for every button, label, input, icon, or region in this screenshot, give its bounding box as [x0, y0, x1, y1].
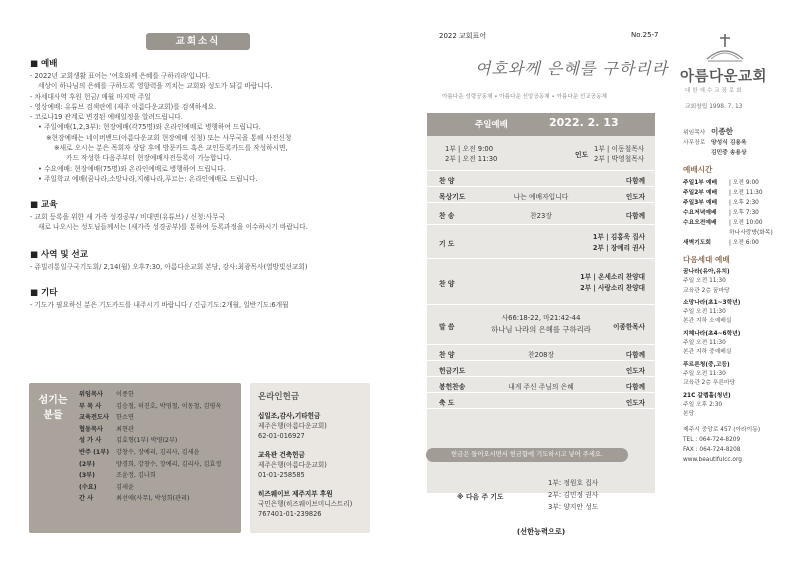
section-title: ■ 예배: [30, 59, 58, 69]
staff-row: [79, 435, 239, 447]
department-detail: 교육관 2층 푸른마당: [683, 380, 736, 387]
service-leader: 2부 | 장예리 권사: [592, 244, 645, 252]
department-detail: 본당: [683, 411, 695, 418]
staff-name: 조윤정, 김나희: [116, 472, 156, 480]
service-row-label: 봉헌찬송: [439, 382, 466, 391]
news-line: 새로 나오시는 성도님들께서는 (새가족 성경공부)를 통하여 등록과정을 이수하시기 바랍니다.: [38, 223, 308, 232]
news-line: • 주일학교 예배(꿈나라,소망나라,지혜나라,푸르는: 온라인예배로 드립니다.: [38, 174, 258, 183]
right-page: [400, 0, 800, 566]
department-detail: 교육관 2층 꿈마당: [683, 287, 730, 294]
service-time: 2부 | 오전 11:30: [445, 155, 498, 163]
pastor-row: [683, 148, 793, 158]
staff-name: 김세윤: [116, 483, 134, 491]
service-row-leader: 다함께: [625, 176, 645, 185]
service-row: [427, 377, 655, 393]
staff-name: 한소연: [116, 414, 134, 422]
worship-time-name: 수요오전예배: [683, 220, 717, 226]
founded-date: 교회창립 1998. 7. 13: [685, 104, 743, 110]
worship-time-name: 수요저녁예배: [683, 210, 717, 216]
staff-role: 부 목 사: [79, 402, 102, 410]
worship-time-value: 하나사랑방(화목): [729, 230, 773, 236]
service-row: [427, 361, 655, 377]
department-detail: 주일 오전 11:30: [683, 278, 726, 285]
department-detail: 본관 지하 소예배실: [683, 318, 732, 325]
worship-time-row: [683, 208, 793, 218]
staff-name: 최선애(사무), 박성희(관리): [116, 495, 190, 503]
service-row: [427, 225, 655, 259]
pastor-row: [683, 138, 793, 148]
worship-time-name: 주일1부 예배: [683, 180, 718, 186]
denomination: 대한예수교장로회: [685, 88, 744, 94]
section-worship: [30, 57, 291, 184]
giving-name: 교육관 건축헌금: [258, 451, 305, 459]
service-date: 2022. 2. 13: [549, 116, 619, 129]
service-leader: 2부 | 박영철목사: [594, 155, 645, 163]
department-name: 지혜나라(초4~6학년): [683, 330, 741, 337]
staff-row: [79, 447, 239, 459]
news-line: - 차세대사역 후원 헌금/ 매월 마지막 주일: [30, 92, 151, 101]
worship-times-list: [683, 178, 793, 248]
staff-label-line: 섬기는: [38, 395, 68, 406]
worship-time-value: | 오전 6:00: [729, 240, 759, 246]
worship-time-value: | 오전 10:00: [729, 220, 763, 226]
worship-time-name: 새벽기도회: [683, 240, 711, 246]
next-prayer-person: 1부: 정원호 집사: [548, 479, 599, 487]
news-line: - 교회 등록을 위한 새 가족 성경공부/ 비대면(유튜브) / 신청:사무국: [30, 213, 226, 221]
motto-text: 여호와께 은혜를 구하리라: [475, 59, 669, 78]
church-name: 아름다운교회: [680, 69, 768, 85]
next-week-prayer-label: ※ 다음 주 기도: [457, 493, 504, 501]
department-name: 꿈나라(유아,유치): [683, 269, 730, 275]
contact-line: FAX : 064-724-8208: [683, 447, 741, 454]
staff-row: [79, 412, 239, 424]
service-row-leader: 다함께: [625, 211, 645, 220]
department: [683, 392, 793, 420]
staff-role: (3부): [79, 472, 95, 480]
contact-line: www.beautifulcc.org: [683, 457, 742, 464]
service-row-leaders: [593, 232, 645, 254]
service-row: [427, 345, 655, 361]
staff-row: [79, 482, 239, 494]
service-row-label: 축 도: [439, 398, 455, 407]
service-row-label: 찬 양: [439, 279, 455, 288]
pastor-row: [683, 127, 793, 138]
service-leader: 1부 | 이동철목사: [594, 145, 645, 153]
giving-account: 767401-01-239826: [258, 510, 322, 518]
next-prayer-person: 2부: 김민정 권사: [548, 490, 599, 499]
closing-hymn: (선한능력으로): [516, 527, 566, 536]
staff-name: 양경희, 강창수, 장예리, 김리사, 김효정: [116, 460, 222, 468]
next-generation-heading: 다음세대 예배: [683, 255, 730, 264]
department-detail: 주일 오후 2:30: [683, 401, 723, 408]
staff-name: 강창수, 장예리, 김리사, 김세윤: [116, 448, 200, 456]
service-row: [427, 171, 655, 187]
service-row-label: 헌금기도: [439, 366, 466, 375]
pastor-name: 양성식 김용욱: [711, 140, 747, 146]
section-etc: [30, 286, 289, 310]
service-title: 주일예배: [475, 120, 508, 130]
next-prayer-person: 3부: 양지안 성도: [548, 502, 599, 511]
contact-line: TEL : 064-724-8209: [683, 437, 741, 444]
worship-time-row: [683, 188, 793, 198]
worship-time-value: | 오전 11:30: [729, 190, 763, 196]
service-row: [427, 203, 655, 225]
staff-label: [35, 393, 71, 423]
leader-label: 인도: [575, 151, 589, 159]
worship-time-value: | 오전 9:00: [729, 180, 759, 186]
news-line: 카드 작성한 다음주부터 현장예배사전등록이 가능합니다.: [66, 154, 232, 163]
staff-role: 위임목사: [79, 391, 103, 398]
staff-box: [29, 383, 241, 533]
staff-role: 간 사: [79, 495, 94, 503]
giving-name: 십일조,감사,기타헌금: [258, 412, 321, 420]
service-row: [427, 393, 655, 409]
worship-time-row: [683, 198, 793, 208]
community-goals: 아름다운 성령공동체 • 아름다운 신앙공동체 • 아름다운 선교공동체: [442, 94, 607, 100]
service-row-detail: 찬208장: [527, 350, 555, 359]
department-detail: 본관 지하 중예배실: [683, 349, 732, 356]
worship-time-row: [683, 178, 793, 188]
service-times: [445, 144, 497, 164]
pastor-list: [683, 127, 793, 158]
staff-label-line: 분들: [43, 410, 63, 421]
info-column: [683, 127, 793, 465]
worship-time-name: 주일3부 예배: [683, 200, 718, 206]
giving-account: 국민은행(히즈웨이브미니스트리): [258, 500, 353, 508]
service-row-leader: 이종한목사: [613, 322, 645, 331]
worship-time-value: | 오후 7:30: [729, 210, 759, 216]
education-lines: [30, 212, 308, 233]
service-row-leaders: [580, 272, 645, 294]
staff-list: [79, 389, 239, 505]
department-name: 푸르른청(중,고등): [683, 361, 730, 368]
pastor-role: 위임목사: [683, 130, 706, 136]
department-name: 소망나라(초1~3학년): [683, 299, 741, 306]
contact-info: [683, 425, 793, 465]
service-row-leader: 다함께: [625, 382, 645, 391]
staff-row: [79, 493, 239, 505]
etc-lines: [30, 300, 289, 310]
department-list: [683, 268, 793, 419]
giving-list: [258, 411, 362, 519]
staff-role: 반주 (1부): [79, 448, 110, 456]
news-line: - 2022년 교회생활 표어는 '여호와께 은혜를 구하리라'입니다.: [30, 72, 211, 80]
staff-role: 교육전도사: [79, 414, 109, 422]
news-line: - 코로나19 관계로 변경된 예배일정을 알려드립니다.: [30, 113, 183, 122]
news-line: - 기도가 필요하신 분은 기도카드를 내주시기 바랍니다 / 긴급기도:2개월, 일반기도:6개월: [30, 301, 289, 309]
service-times-row: [427, 136, 655, 171]
staff-role: (2부): [79, 460, 95, 468]
service-row-label: 찬 양: [439, 176, 455, 185]
section-title: ■ 교육: [30, 200, 58, 210]
giving-item: [258, 489, 362, 519]
service-row-label: 기 도: [439, 239, 455, 248]
online-giving-box: [250, 383, 370, 533]
staff-name: 최현관: [116, 425, 134, 433]
department: [683, 330, 793, 358]
service-row: [427, 187, 655, 203]
department-detail: 주일 오전 11:30: [683, 370, 726, 377]
staff-name: 김효형(1부) 박영(2부): [116, 437, 178, 445]
service-row-detail: 나는 예배자입니다: [513, 192, 569, 201]
service-row-label: 말 씀: [439, 322, 455, 331]
service-row-label: 목상기도: [439, 192, 466, 201]
service-row: [427, 305, 655, 345]
section-title: ■ 사역 및 선교: [30, 250, 88, 260]
giving-account: 01-01-258585: [258, 471, 305, 479]
worship-time-row: [683, 238, 793, 248]
offering-note: 헌금은 들어오시면서 헌금함에 기도하시고 넣어 주세요.: [426, 448, 628, 462]
news-line: 세상이 하나님의 은혜를 구하도록 영향력을 끼치는 교회와 성도가 되길 바랍니다.: [38, 82, 273, 91]
staff-row: [79, 470, 239, 482]
department: [683, 299, 793, 327]
service-leader: 2부 | 사랑소리 찬양대: [580, 284, 645, 292]
service-row-leader: 다함께: [625, 350, 645, 359]
worship-time-name: 주일2부 예배: [683, 190, 718, 196]
news-line: • 수요예배: 현장예배(75명)와 온라인예배로 병행하여 드립니다.: [38, 164, 226, 173]
service-row-leader: 인도자: [625, 192, 645, 201]
pastor-name: 이종한: [711, 127, 734, 136]
service-leader: 1부 | 김홍욱 집사: [592, 233, 645, 241]
service-leader: 1부 | 온세소리 찬양대: [580, 273, 645, 281]
department: [683, 268, 793, 296]
news-line: - 쥬빌리통일구국기도회/ 2,14(월) 오후7:30, 아름다운교회 본당, 강사:최광목사(열방빛선교회): [30, 263, 308, 271]
service-row-label: 찬 송: [439, 211, 455, 220]
service-row-detail: 찬23장: [530, 211, 552, 220]
worship-time-row: [683, 218, 793, 228]
mission-lines: [30, 262, 307, 272]
giving-item: [258, 450, 362, 480]
news-line: - 영상예배: 유튜브 검색란에 (제주 아름다운교회)를 검색하세요.: [30, 102, 217, 111]
news-header: 교회소식: [146, 33, 250, 50]
contact-line: 제주시 중앙로 457 (아라이동): [683, 427, 761, 434]
service-row-leader: 인도자: [625, 398, 645, 407]
worship-time-row: [683, 228, 793, 238]
staff-row: [79, 424, 239, 436]
service-row: [427, 259, 655, 305]
section-title: ■ 기타: [30, 288, 58, 298]
department-name: 21C 갈렙홀(청년): [683, 392, 731, 399]
motto-year-label: 2022 교회표어: [439, 32, 487, 40]
service-time: 1부 | 오전 9:00: [445, 145, 494, 153]
giving-account: 62-01-016927: [258, 432, 305, 440]
service-row-detail: 내게 주신 주님의 은혜: [508, 382, 574, 391]
issue-number: No.25-7: [631, 31, 659, 39]
worship-lines: [30, 71, 291, 184]
giving-name: 히즈웨이브 제주지부 후원: [258, 490, 333, 498]
worship-times-heading: 예배시간: [683, 165, 713, 174]
worship-time-value: | 오후 2:30: [729, 200, 759, 206]
department: [683, 361, 793, 389]
pastor-name: 김민중 송용상: [711, 150, 747, 156]
service-row-leader: 인도자: [625, 366, 645, 375]
giving-item: [258, 411, 362, 441]
pastor-role: 사무장로: [683, 140, 706, 146]
staff-role: 협동목사: [79, 425, 103, 433]
news-line: • 주일예배(1,2,3부): 현장예배(각75명)와 온라인예배로 병행하여 드립니다.: [38, 123, 261, 132]
staff-role: (수요): [79, 483, 97, 491]
giving-title: 온라인헌금: [258, 392, 300, 402]
staff-name: 이종한: [116, 391, 134, 398]
giving-account: 제주은행(아름다운교회): [258, 422, 327, 430]
giving-account: 제주은행(아름다운교회): [258, 461, 327, 469]
staff-row: [79, 401, 239, 413]
department-detail: 주일 오전 11:30: [683, 340, 726, 347]
service-leaders: [594, 144, 644, 164]
church-cross-icon: [705, 33, 745, 63]
news-line: ※현장예배는 네이버밴드(아름다운교회 현장예배 신청) 또는 사무국을 통해 사전신청: [46, 133, 292, 142]
sermon-title: 하나님 나라의 은혜를 구하리라: [491, 325, 591, 334]
staff-row: [79, 389, 239, 401]
service-row-detail: 사66:18-22, 마21:42-44: [501, 314, 581, 322]
department-detail: 주일 오전 11:30: [683, 309, 726, 316]
next-week-prayer-list: [548, 478, 598, 513]
staff-role: 성 가 사: [79, 437, 102, 445]
service-header: [427, 113, 655, 136]
section-mission: [30, 248, 307, 272]
news-line: ※새로 오시는 분은 목회자 상담 후에 방문카드 혹은 교인등록카드를 작성하시면,: [54, 144, 288, 153]
staff-name: 김승철, 허진호, 박영철, 이동철, 김평옥: [116, 402, 222, 410]
staff-row: [79, 459, 239, 471]
service-row-label: 찬 양: [439, 350, 455, 359]
section-education: [30, 198, 308, 233]
